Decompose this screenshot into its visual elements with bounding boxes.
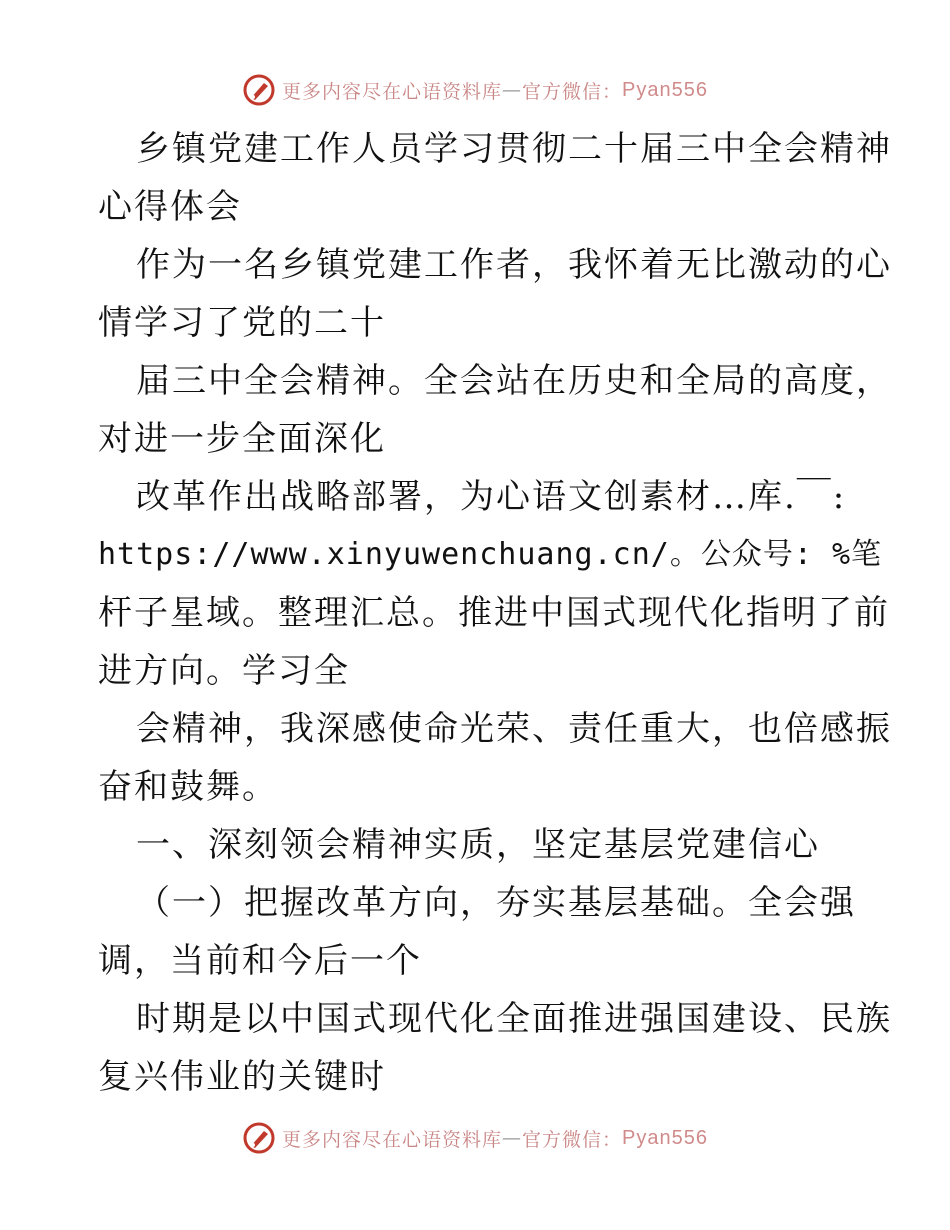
banner-separator: — xyxy=(502,1127,523,1149)
paragraph-line: 情学习了党的二十 xyxy=(98,303,386,343)
paragraph-line: 时期是以中国式现代化全面推进强国建设、民族 xyxy=(136,999,892,1039)
subsection-heading: （一）把握改革方向，夯实基层基础。全会强 xyxy=(136,883,856,923)
paragraph-line: 进方向。学习全 xyxy=(98,651,350,691)
paragraph-line: 复兴伟业的关键时 xyxy=(98,1057,386,1097)
paragraph-line: 杆子星域。整理汇总。推进中国式现代化指明了前 xyxy=(98,593,890,633)
paragraph-line: 会精神，我深感使命光荣、责任重大，也倍感振 xyxy=(136,709,892,749)
pen-circle-logo-icon xyxy=(242,73,276,107)
paragraph-line: 作为一名乡镇党建工作者，我怀着无比激动的心 xyxy=(136,245,892,285)
footer-watermark xyxy=(0,1118,950,1158)
section-heading: 一、深刻领会精神实质，坚定基层党建信心 xyxy=(136,825,820,865)
title-line-1: 乡镇党建工作人员学习贯彻二十届三中全会精神 xyxy=(136,129,892,169)
paragraph-line: 改革作出战略部署，为心语文创素材…库.￣: xyxy=(136,477,847,517)
document-body xyxy=(98,120,892,1106)
banner-handle: Pyan556 xyxy=(622,78,708,101)
banner-separator: — xyxy=(502,79,523,101)
banner-wechat-label: 官方微信： xyxy=(522,80,623,103)
banner-handle: Pyan556 xyxy=(622,1126,708,1149)
title-line-2: 心得体会 xyxy=(98,187,242,227)
banner-wechat-label: 官方微信： xyxy=(522,1128,623,1151)
url-line: https://www.xinyuwenchuang.cn/。公众号: %笔 xyxy=(98,537,883,572)
paragraph-line: 届三中全会精神。全会站在历史和全局的高度， xyxy=(136,361,892,401)
pen-circle-logo-icon xyxy=(242,1121,276,1155)
banner-main-text: 更多内容尽在心语资料库 xyxy=(282,1128,503,1151)
paragraph-line: 对进一步全面深化 xyxy=(98,419,386,459)
paragraph-line: 奋和鼓舞。 xyxy=(98,767,278,807)
header-watermark xyxy=(0,70,950,110)
paragraph-line: 调，当前和今后一个 xyxy=(98,941,422,981)
banner-main-text: 更多内容尽在心语资料库 xyxy=(282,80,503,103)
